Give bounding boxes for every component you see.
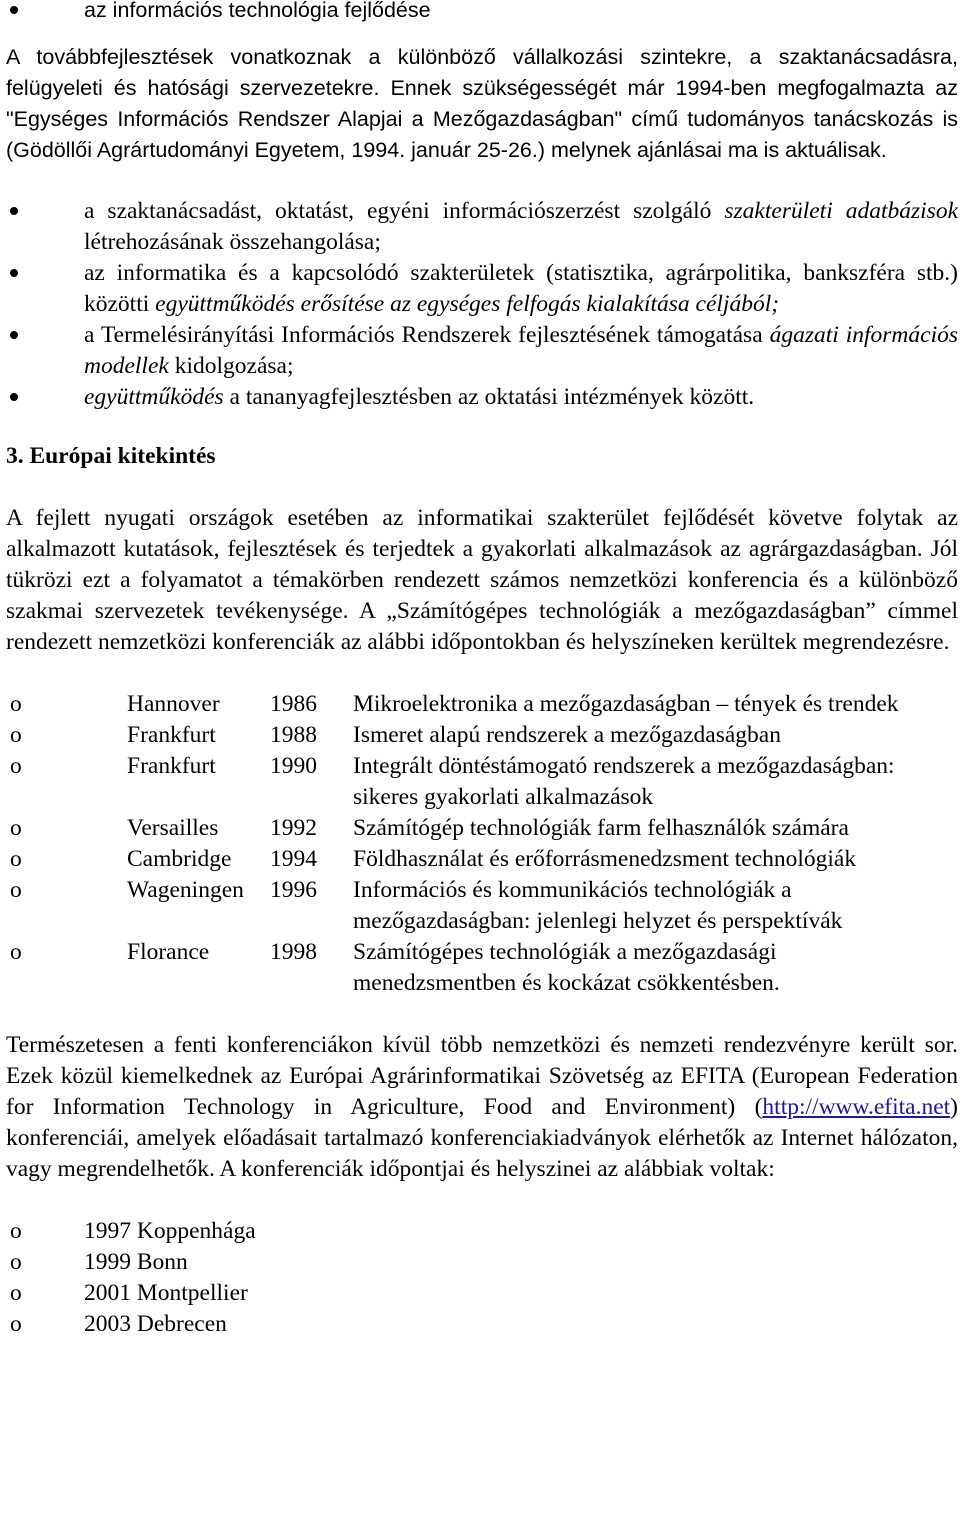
bullet-dot-icon bbox=[6, 196, 84, 258]
bullet-text: a szaktanácsadást, oktatást, egyéni információszerzést szolgáló bbox=[84, 198, 725, 224]
efita-event: 2001 Montpellier bbox=[84, 1280, 248, 1306]
bullet-text: a Termelésirányítási Információs Rendszerek fejlesztésének támogatása bbox=[84, 322, 770, 348]
efita-event: 2003 Debrecen bbox=[84, 1311, 227, 1337]
conference-year: 1992 bbox=[270, 815, 317, 841]
bullet-text: az informatika és a kapcsolódó szakterületek (statisztika, agrárpolitika, bankszféra stb.) közötti bbox=[84, 260, 958, 317]
bullet-text: létrehozásának összehangolása; bbox=[84, 229, 381, 255]
table-row bbox=[6, 937, 923, 999]
conference-city: Frankfurt bbox=[127, 722, 216, 748]
bullet-dot-icon bbox=[6, 382, 84, 413]
efita-event: 1999 Bonn bbox=[84, 1249, 188, 1275]
bullet-emphasis: szakterületi adatbázisok bbox=[724, 198, 959, 224]
efita-link[interactable]: http://www.efita.net bbox=[762, 1094, 951, 1120]
list-marker: o bbox=[10, 691, 22, 717]
conference-year: 1994 bbox=[270, 846, 317, 872]
list-item bbox=[6, 382, 958, 413]
conference-city: Cambridge bbox=[127, 846, 232, 872]
conference-topic: Számítógép technológiák farm felhasználók számára bbox=[353, 815, 849, 841]
conference-city: Wageningen bbox=[127, 877, 244, 903]
conference-table bbox=[6, 689, 923, 999]
bullet-dot-icon bbox=[6, 0, 84, 26]
recommendation-list bbox=[6, 196, 958, 413]
list-item bbox=[6, 1278, 958, 1309]
list-marker: o bbox=[10, 939, 22, 965]
bullet-text: a tananyagfejlesztésben az oktatási intézmények között. bbox=[223, 384, 755, 410]
efita-events-list bbox=[6, 1216, 958, 1340]
conference-year: 1986 bbox=[270, 691, 317, 717]
conference-year: 1996 bbox=[270, 877, 317, 903]
bullet-emphasis: együttműködés bbox=[84, 384, 224, 410]
list-marker: o bbox=[10, 846, 22, 872]
list-marker: o bbox=[10, 1218, 22, 1244]
list-item bbox=[6, 1309, 958, 1340]
list-marker: o bbox=[10, 815, 22, 841]
table-row bbox=[6, 844, 923, 875]
efita-paragraph-text: ) konferenciái, amelyek előadásait tartalmazó konferenciakiadványok elérhetők az Internet hálózaton, vagy megrendelhetők. A konferenciák időpontjai és helyszinei az alábbiak voltak: bbox=[6, 1094, 958, 1182]
table-row bbox=[6, 751, 923, 813]
bullet-text: kidolgozása; bbox=[168, 353, 294, 379]
list-marker: o bbox=[10, 1249, 22, 1275]
conference-city: Frankfurt bbox=[127, 753, 216, 779]
table-row bbox=[6, 813, 923, 844]
table-row bbox=[6, 720, 923, 751]
conference-city: Hannover bbox=[127, 691, 220, 717]
bullet-emphasis: ágazati információs modellek bbox=[84, 322, 959, 379]
conference-topic: Mikroelektronika a mezőgazdaságban – tények és trendek bbox=[353, 691, 899, 717]
document-page bbox=[6, 0, 958, 1340]
list-marker: o bbox=[10, 722, 22, 748]
europe-paragraph: A fejlett nyugati országok esetében az informatikai szakterület fejlődését követve folytak az alkalmazott kutatások, fejlesztések és terjedtek a gyakorlati alkalmazások az agrárgazdaságban. Jól tükrözi ezt a folyamatot a témakörben rendezett számos nemzetközi konferencia és a különböző szakmai szervezetek tevékenysége. A „Számítógépes technológiák a mezőgazdaságban” címmel rendezett nemzetközi konferenciák az alábbi időpontokban és helyszíneken kerültek megrendezésre. bbox=[6, 505, 958, 655]
section-heading: 3. Európai kitekintés bbox=[6, 443, 216, 469]
conference-city: Versailles bbox=[127, 815, 219, 841]
bullet-dot-icon bbox=[6, 320, 84, 382]
list-item bbox=[6, 1247, 958, 1278]
intro-paragraph-text: A továbbfejlesztések vonatkoznak a különböző vállalkozási szintekre, a szaktanácsadásra, felügyeleti és hatósági szervezetekre. Ennek szükségességét már 1994-ben megfogalmazta az "Egységes Információs Rendszer Alapjai a Mezőgazdaságban" című tudományos tanácskozás is (Gödöllői Agrártudományi Egyetem, 1994. január 25-26.) melynek ajánlásai ma is aktuálisak. bbox=[6, 45, 958, 162]
conference-city: Florance bbox=[127, 939, 210, 965]
intro-paragraph bbox=[6, 42, 958, 166]
conference-topic: Számítógépes technológiák a mezőgazdasági menedzsmentben és kockázat csökkentésben. bbox=[353, 939, 780, 996]
conference-topic: Információs és kommunikációs technológiák a mezőgazdaságban: jelenlegi helyzet és perspektívák bbox=[353, 877, 843, 934]
bullet-dot-icon bbox=[6, 258, 84, 320]
list-item bbox=[6, 320, 958, 382]
list-item bbox=[6, 258, 958, 320]
conference-year: 1990 bbox=[270, 753, 317, 779]
list-marker: o bbox=[10, 753, 22, 779]
list-marker: o bbox=[10, 1311, 22, 1337]
top-bullet-item bbox=[6, 0, 958, 26]
list-item bbox=[6, 1216, 958, 1247]
efita-event: 1997 Koppenhága bbox=[84, 1218, 256, 1244]
list-marker: o bbox=[10, 877, 22, 903]
conference-topic: Földhasználat és erőforrásmenedzsment technológiák bbox=[353, 846, 857, 872]
conference-topic: Ismeret alapú rendszerek a mezőgazdaságban bbox=[353, 722, 781, 748]
conference-year: 1988 bbox=[270, 722, 317, 748]
conference-year: 1998 bbox=[270, 939, 317, 965]
top-bullet-text: az információs technológia fejlődése bbox=[84, 0, 431, 22]
conference-topic: Integrált döntéstámogató rendszerek a mezőgazdaságban: sikeres gyakorlati alkalmazások bbox=[353, 753, 895, 810]
list-marker: o bbox=[10, 1280, 22, 1306]
efita-paragraph bbox=[6, 1030, 958, 1185]
table-row bbox=[6, 689, 923, 720]
efita-paragraph-text: Természetesen a fenti konferenciákon kívül több nemzetközi és nemzeti rendezvényre került sor. Ezek közül kiemelkednek az Európai Agrárinformatikai Szövetség az EFITA (European Federation for Information Technology in Agriculture, Food and Environment) ( bbox=[6, 1032, 958, 1120]
list-item bbox=[6, 196, 958, 258]
table-row bbox=[6, 875, 923, 937]
bullet-emphasis: együttműködés erősítése az egységes felfogás kialakítása céljából; bbox=[155, 291, 780, 317]
